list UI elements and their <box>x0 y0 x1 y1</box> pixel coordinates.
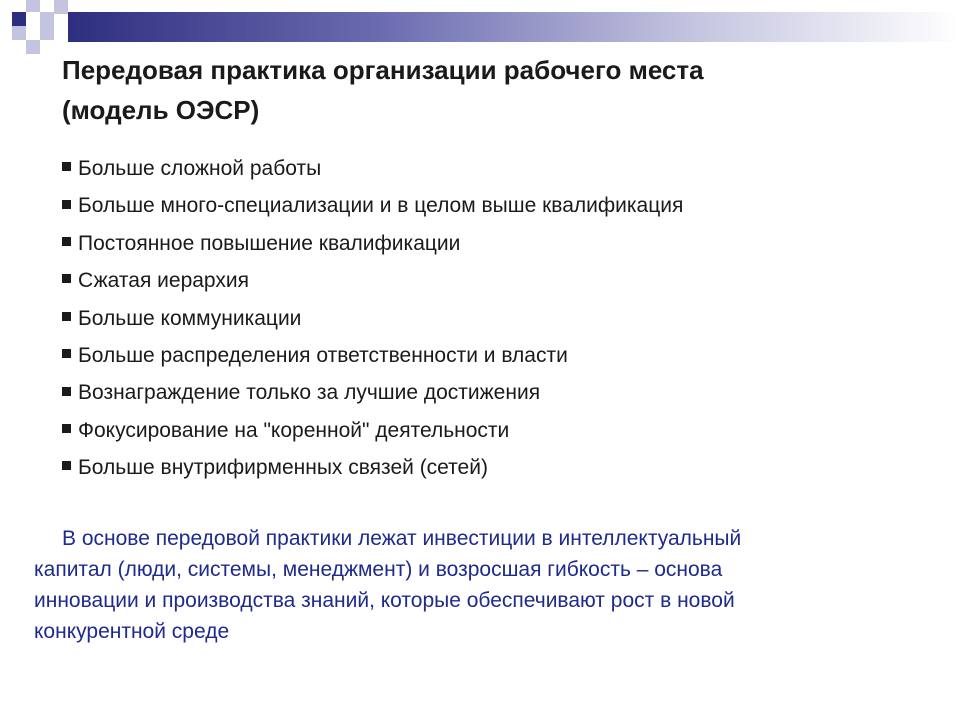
title-line-1: Передовая практика организации рабочего места <box>62 55 704 85</box>
bullet-list <box>62 150 683 487</box>
decor-square-5 <box>12 26 26 40</box>
square-bullet-icon <box>62 237 71 246</box>
square-bullet-icon <box>62 200 71 209</box>
list-item <box>62 337 683 374</box>
list-item <box>62 449 683 486</box>
square-bullet-icon <box>62 387 71 396</box>
decor-square-4 <box>54 0 68 14</box>
list-item <box>62 374 683 411</box>
title-line-2: (модель ОЭСР) <box>62 95 260 125</box>
square-bullet-icon <box>62 424 71 433</box>
summary-paragraph <box>34 523 942 647</box>
list-item-text: Сжатая иерархия <box>78 269 249 293</box>
list-item-text: Больше внутрифирменных связей (сетей) <box>78 456 488 480</box>
paragraph-line-1 <box>62 523 942 554</box>
square-bullet-icon <box>62 312 71 321</box>
list-item <box>62 187 683 224</box>
header-gradient-bar <box>68 12 960 42</box>
decor-square-1 <box>12 12 26 26</box>
paragraph-line-2: капитал (люди, системы, менеджмент) и возросшая гибкость – основа <box>34 558 723 581</box>
list-item-text: Больше распределения ответственности и власти <box>78 343 568 367</box>
list-item-text: Вознаграждение только за лучшие достижения <box>78 381 541 405</box>
list-item <box>62 412 683 449</box>
decor-square-2 <box>26 0 40 12</box>
square-bullet-icon <box>62 349 71 358</box>
paragraph-line-1-text: В основе передовой практики лежат инвестиции в интеллектуальный <box>62 527 742 550</box>
list-item <box>62 150 683 187</box>
list-item <box>62 225 683 262</box>
paragraph-line-3: инновации и производства знаний, которые обеспечивают рост в новой <box>34 589 735 612</box>
list-item-text: Фокусирование на "коренной" деятельности <box>78 418 510 442</box>
square-bullet-icon <box>62 461 71 470</box>
list-item-text: Постоянное повышение квалификации <box>78 231 461 255</box>
decor-square-6 <box>26 40 40 54</box>
paragraph-line-4: конкурентной среде <box>34 620 230 643</box>
list-item <box>62 300 683 337</box>
list-item-text: Больше коммуникации <box>78 306 302 330</box>
square-bullet-icon <box>62 274 71 283</box>
square-bullet-icon <box>62 162 71 171</box>
decor-square-3 <box>40 12 54 26</box>
list-item <box>62 262 683 299</box>
slide-title <box>62 50 922 130</box>
list-item-text: Больше сложной работы <box>78 157 322 180</box>
list-item-text: Больше много-специализации и в целом выше квалификация <box>78 194 684 218</box>
decor-square-7 <box>40 26 54 40</box>
